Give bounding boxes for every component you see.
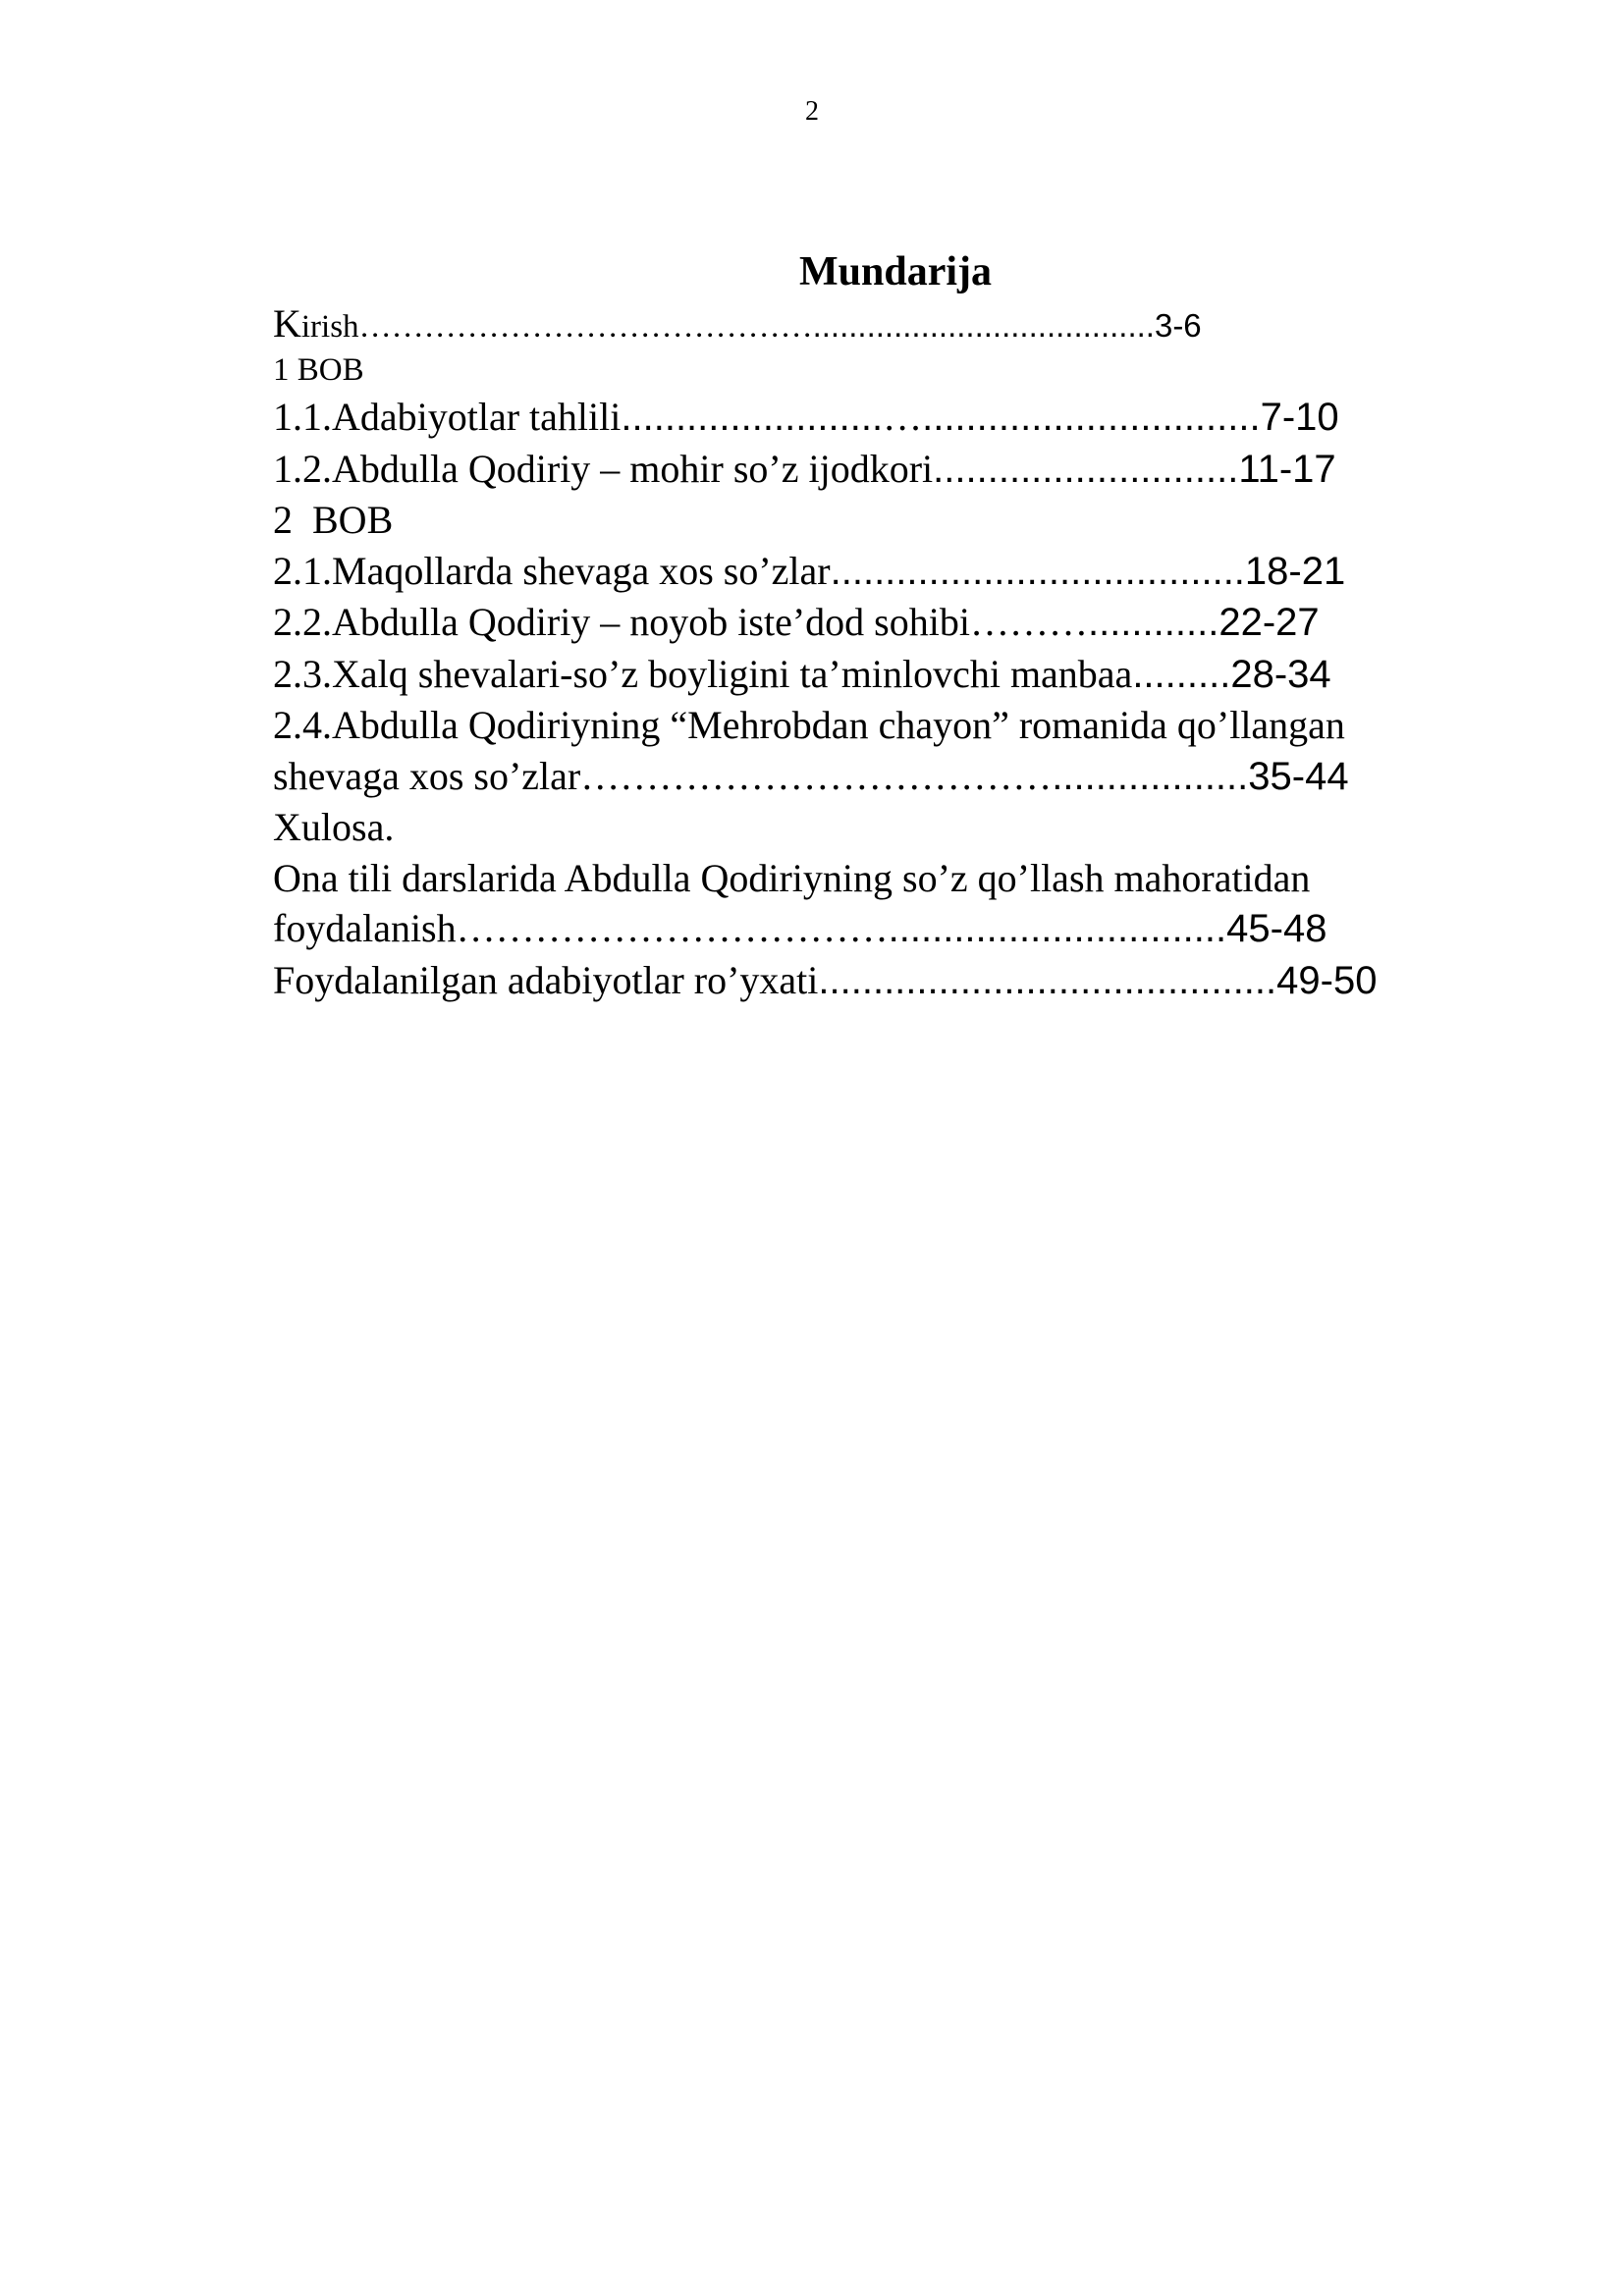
toc-kirish-initial: K <box>273 301 301 346</box>
toc-chapter-2-label: 2 BOB <box>273 498 394 542</box>
toc-entry-1-1-pages: 7-10 <box>1260 396 1339 439</box>
toc-entry-ona-tili-leader-dots: ............................... <box>888 907 1227 950</box>
toc-entry-2-3 <box>273 649 1518 701</box>
toc-entry-2-4-label-line-1: 2.4.Abdulla Qodiriyning “Mehrobdan chayon” romanida qo’llangan <box>273 703 1345 747</box>
toc-entry-foydalanilgan <box>273 955 1518 1007</box>
toc-entry-2-1-pages: 18-21 <box>1244 549 1346 593</box>
toc-entry-2-1-label: 2.1.Maqollarda shevaga xos so’zlar <box>273 548 831 593</box>
toc-entry-1-2 <box>273 444 1518 496</box>
toc-chapter-2-heading <box>273 495 1518 546</box>
toc-entry-2-4-leader-dots: .................. <box>1052 754 1249 798</box>
toc-entry-foydalanilgan-pages: 49-50 <box>1276 958 1378 1002</box>
toc-entry-1-1-label: 1.1.Adabiyotlar tahlili <box>273 395 622 439</box>
toc-entry-2-4-continued <box>273 751 1518 803</box>
toc-kirish-leader-dots: ...................................... <box>812 307 1155 344</box>
toc-entry-2-3-label: 2.3.Xalq shevalari-so’z boyligini ta’minlovchi manbaa <box>273 651 1133 696</box>
toc-entry-1-1-leader-dots-2: ............................... <box>922 396 1261 439</box>
toc-entry-2-2 <box>273 597 1518 649</box>
toc-entry-1-1 <box>273 392 1518 444</box>
toc-entry-xulosa-label: Xulosa. <box>273 805 395 849</box>
toc-entry-2-1 <box>273 546 1518 598</box>
toc-entry-2-2-pages: 22-27 <box>1218 601 1320 644</box>
page-number: 2 <box>805 96 819 127</box>
toc-entry-ona-tili-label-line-2: foydalanish <box>273 906 457 950</box>
toc-entry-ona-tili-leader-ellipses: …………………………… <box>456 906 889 950</box>
table-of-contents <box>273 241 1518 1006</box>
toc-entry-1-1-leader-dots: ........................ <box>621 396 884 439</box>
toc-entry-1-1-leader-ellipsis: … <box>883 395 923 439</box>
toc-entry-2-2-leader-dots: ............ <box>1087 601 1219 644</box>
toc-chapter-1-label: 1 BOB <box>273 352 364 388</box>
toc-entry-foydalanilgan-label: Foydalanilgan adabiyotlar ro’yxati <box>273 957 819 1002</box>
toc-entry-2-4-label-line-2: shevaga xos so’zlar <box>273 753 581 798</box>
toc-entry-1-2-pages: 11-17 <box>1238 447 1336 491</box>
toc-entry-kirish <box>273 302 1518 348</box>
toc-entry-ona-tili <box>273 853 1518 904</box>
toc-entry-ona-tili-label-line-1: Ona tili darslarida Abdulla Qodiriyning so’z qo’llash mahoratidan <box>273 855 1311 900</box>
toc-entry-2-4 <box>273 700 1518 751</box>
toc-entry-2-1-leader-dots: ...................................... <box>830 549 1245 593</box>
toc-kirish-label: irish <box>300 309 359 345</box>
toc-entry-2-4-leader-ellipses: ……………………………… <box>580 753 1053 798</box>
toc-chapter-1-heading <box>273 348 1518 392</box>
toc-entry-2-2-leader-ellipses: ……… <box>969 600 1088 644</box>
toc-entry-2-4-pages: 35-44 <box>1248 754 1349 798</box>
toc-entry-1-2-label: 1.2.Abdulla Qodiriy – mohir so’z ijodkori <box>273 446 934 491</box>
toc-kirish-pages: 3-6 <box>1154 307 1202 344</box>
toc-entry-ona-tili-pages: 45-48 <box>1226 907 1327 950</box>
toc-kirish-leader-ellipses: …………………………………… <box>358 309 813 345</box>
toc-entry-2-2-label: 2.2.Abdulla Qodiriy – noyob iste’dod sohibi <box>273 600 970 644</box>
toc-entry-foydalanilgan-leader-dots: .......................................... <box>818 958 1277 1002</box>
toc-entry-1-2-leader-dots: ............................ <box>933 447 1239 491</box>
toc-entry-2-3-pages: 28-34 <box>1230 652 1331 696</box>
toc-entry-ona-tili-continued <box>273 903 1518 955</box>
toc-entry-2-3-leader-dots: ......... <box>1132 652 1231 696</box>
page-title: Mundarija <box>798 249 992 294</box>
toc-entry-xulosa <box>273 802 1518 853</box>
